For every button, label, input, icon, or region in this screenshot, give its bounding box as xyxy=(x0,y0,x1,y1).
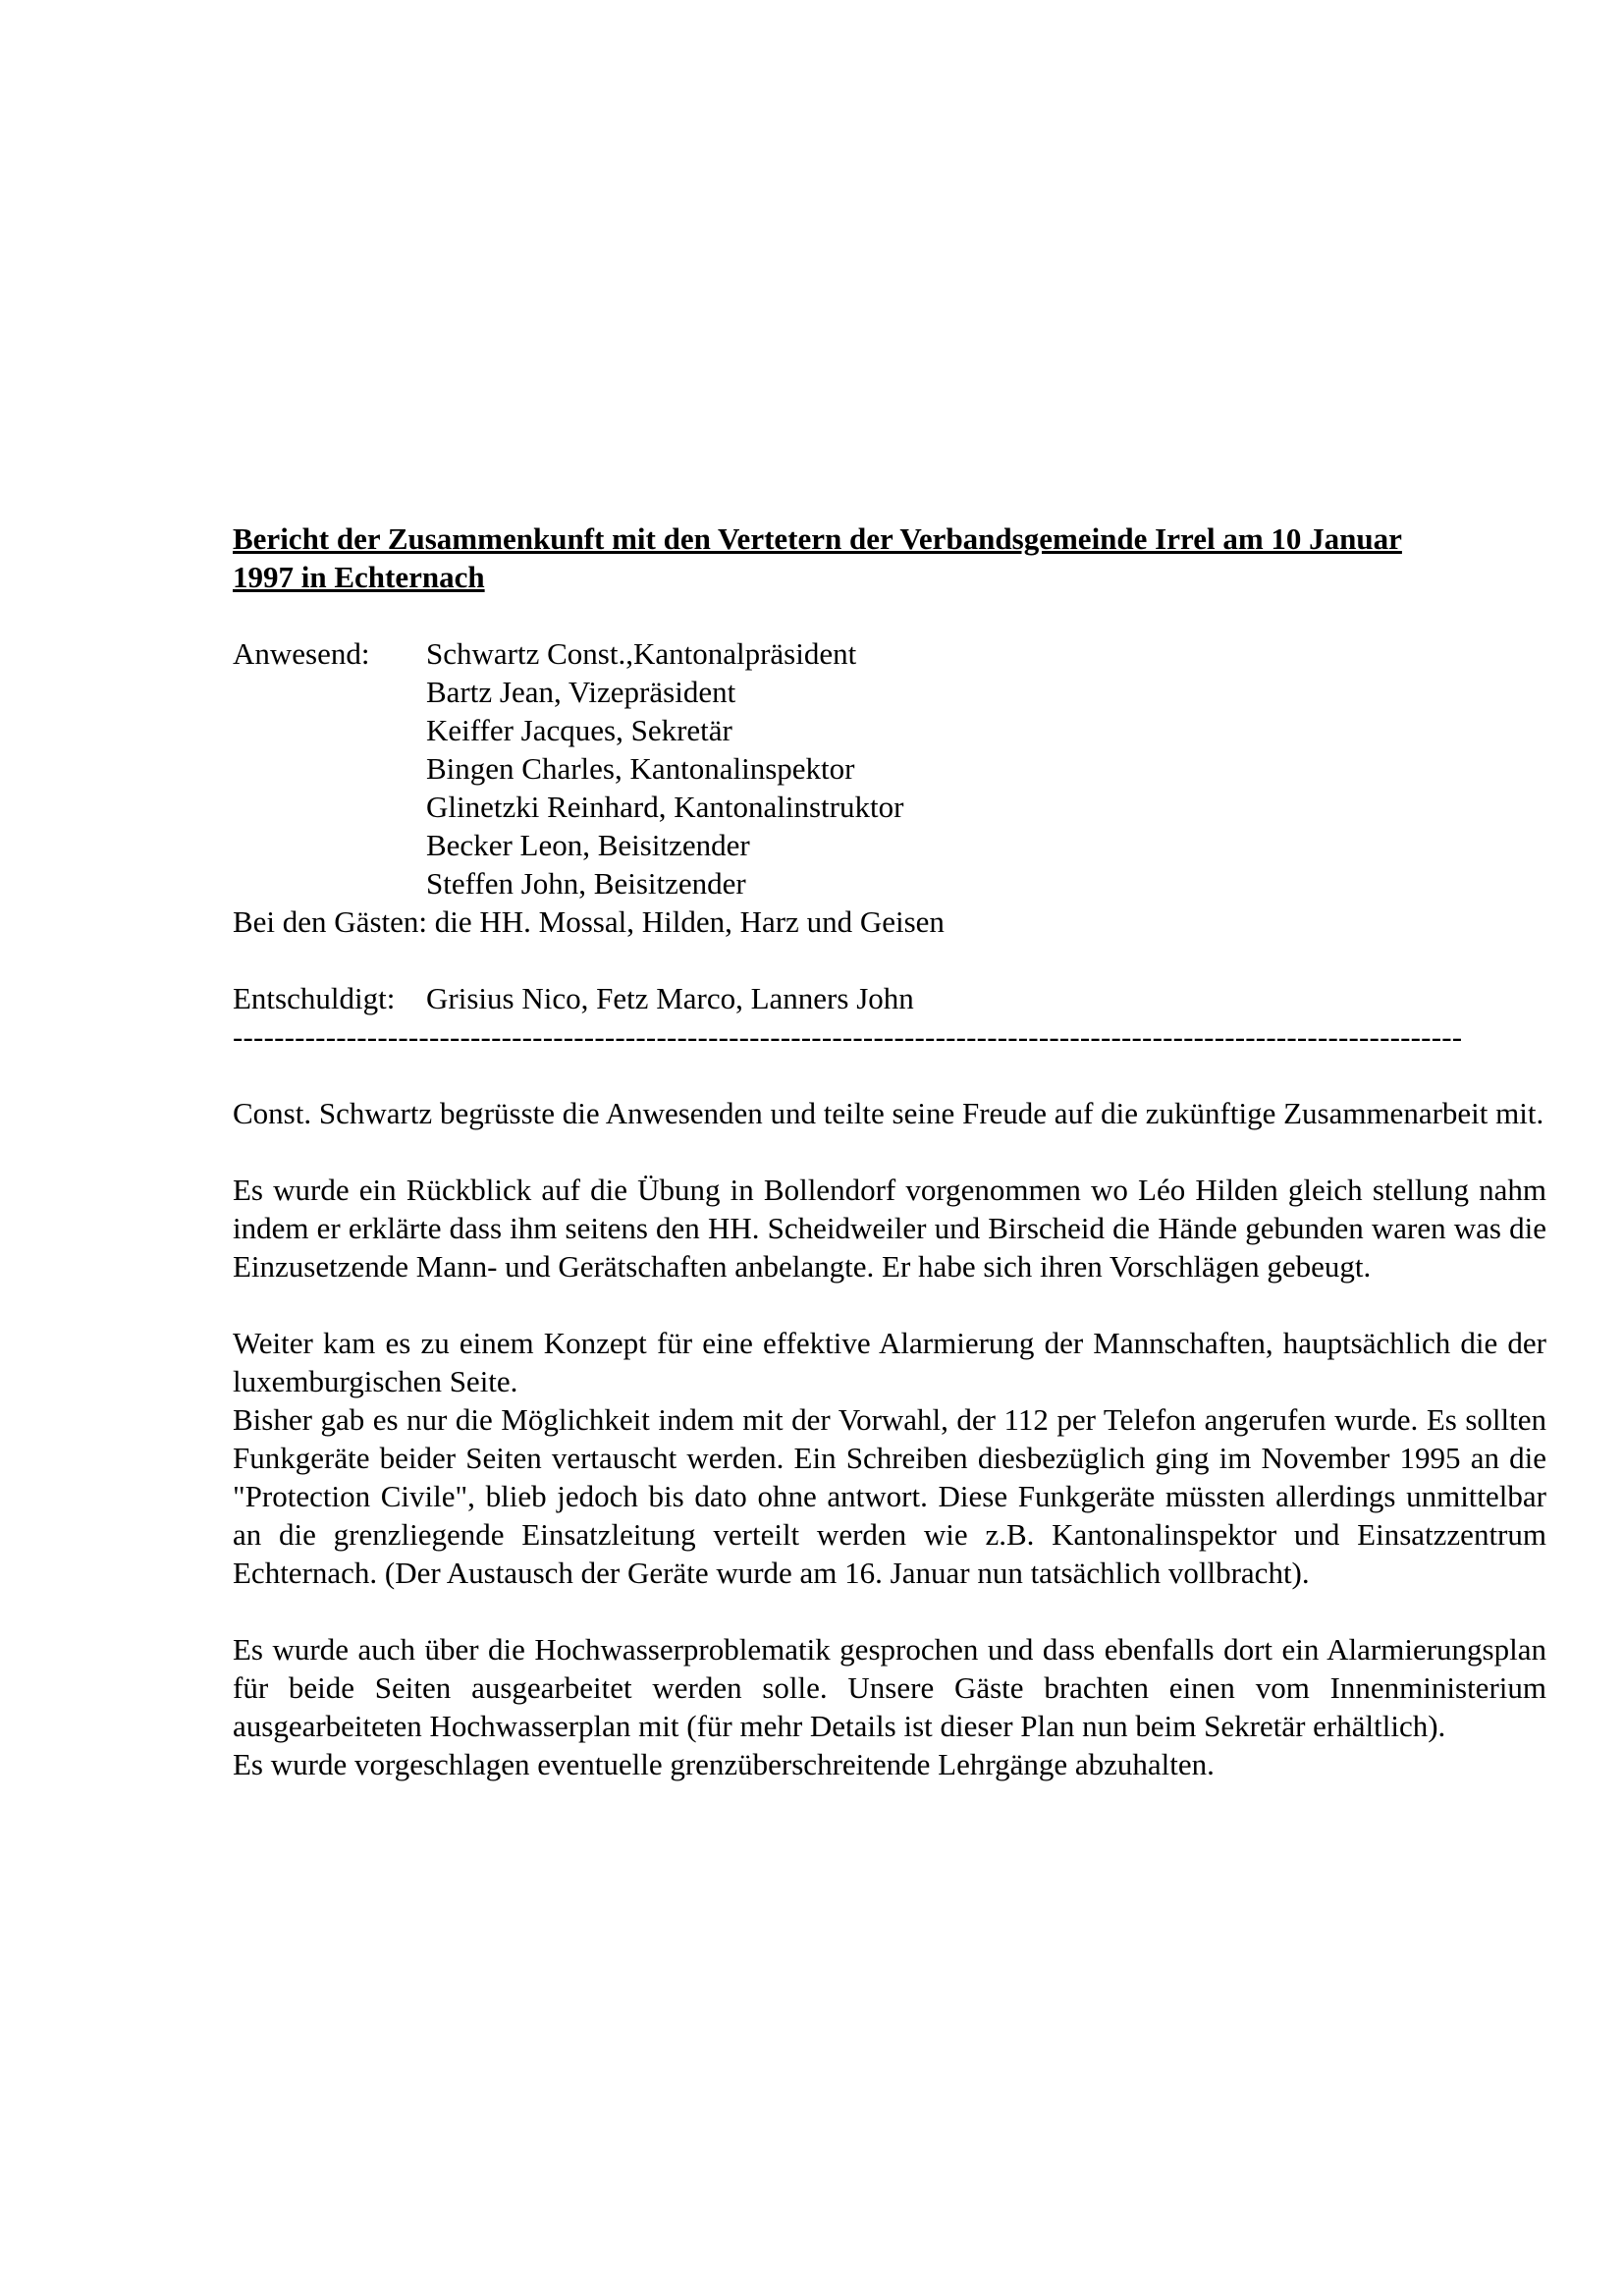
present-row-6 xyxy=(233,826,1546,864)
present-row-5 xyxy=(233,788,1546,826)
present-person: Bingen Charles, Kantonalinspektor xyxy=(426,751,855,786)
present-row-2 xyxy=(233,673,1546,711)
separator-line: ----------------------------------------------------------------------------------------------------------------------- xyxy=(233,1019,1463,1054)
document-page xyxy=(233,519,1546,1783)
guests-line: Bei den Gästen: die HH. Mossal, Hilden, Harz und Geisen xyxy=(233,904,945,939)
paragraph-flood: Es wurde auch über die Hochwasserproblematik gesprochen und dass ebenfalls dort ein Alarmierungsplan für beide Seiten ausgearbeitet werden solle. Unsere Gäste brachten einen vom Innenministerium ausgearbeiteten Hochwasserplan mit (für mehr Details ist dieser Plan nun beim Sekretär erhältlich). xyxy=(233,1632,1546,1743)
present-row-7 xyxy=(233,864,1546,902)
present-person: Steffen John, Beisitzender xyxy=(426,866,746,901)
report-title: Bericht der Zusammenkunft mit den Vertetern der Verbandsgemeinde Irrel am 10 Januar xyxy=(233,521,1402,556)
paragraph-courses: Es wurde vorgeschlagen eventuelle grenzüberschreitende Lehrgänge abzuhalten. xyxy=(233,1747,1215,1781)
present-person: Schwartz Const.,Kantonalpräsident xyxy=(426,636,857,671)
excused-row xyxy=(233,979,1546,1017)
present-person: Keiffer Jacques, Sekretär xyxy=(426,713,732,747)
paragraph-radio-devices: Bisher gab es nur die Möglichkeit indem mit der Vorwahl, der 112 per Telefon angerufen wurde. Es sollten Funkgeräte beider Seiten vertauscht werden. Ein Schreiben diesbezüglich ging im November 1995 an die "Protection Civile", blieb jedoch bis dato ohne antwort. Diese Funkgeräte müssten allerdings unmittelbar an die grenzliegende Einsatzleitung verteilt werden wie z.B. Kantonalinspektor und Einsatzzentrum Echternach. (Der Austausch der Geräte wurde am 16. Januar nun tatsächlich vollbracht). xyxy=(233,1402,1546,1590)
attendance-block xyxy=(233,634,1546,1056)
paragraph-alarm-concept: Weiter kam es zu einem Konzept für eine effektive Alarmierung der Mannschaften, hauptsächlich die der luxemburgischen Seite. xyxy=(233,1326,1546,1398)
present-person: Becker Leon, Beisitzender xyxy=(426,828,750,862)
present-person: Bartz Jean, Vizepräsident xyxy=(426,675,736,709)
report-title-continued: 1997 in Echternach xyxy=(233,560,485,594)
present-label: Anwesend: xyxy=(233,636,370,671)
present-row-1 xyxy=(233,634,1546,673)
present-row-3 xyxy=(233,711,1546,749)
present-row-4 xyxy=(233,749,1546,788)
excused-label: Entschuldigt: xyxy=(233,981,396,1015)
paragraph-welcome: Const. Schwartz begrüsste die Anwesenden und teilte seine Freude auf die zukünftige Zusammenarbeit mit. xyxy=(233,1096,1544,1130)
excused-persons: Grisius Nico, Fetz Marco, Lanners John xyxy=(426,981,914,1015)
present-person: Glinetzki Reinhard, Kantonalinstruktor xyxy=(426,790,904,824)
paragraph-review: Es wurde ein Rückblick auf die Übung in Bollendorf vorgenommen wo Léo Hilden gleich stellung nahm indem er erklärte dass ihm seitens den HH. Scheidweiler und Birscheid die Hände gebunden waren was die Einzusetzende Mann- und Gerätschaften anbelangte. Er habe sich ihren Vorschlägen gebeugt. xyxy=(233,1173,1546,1284)
